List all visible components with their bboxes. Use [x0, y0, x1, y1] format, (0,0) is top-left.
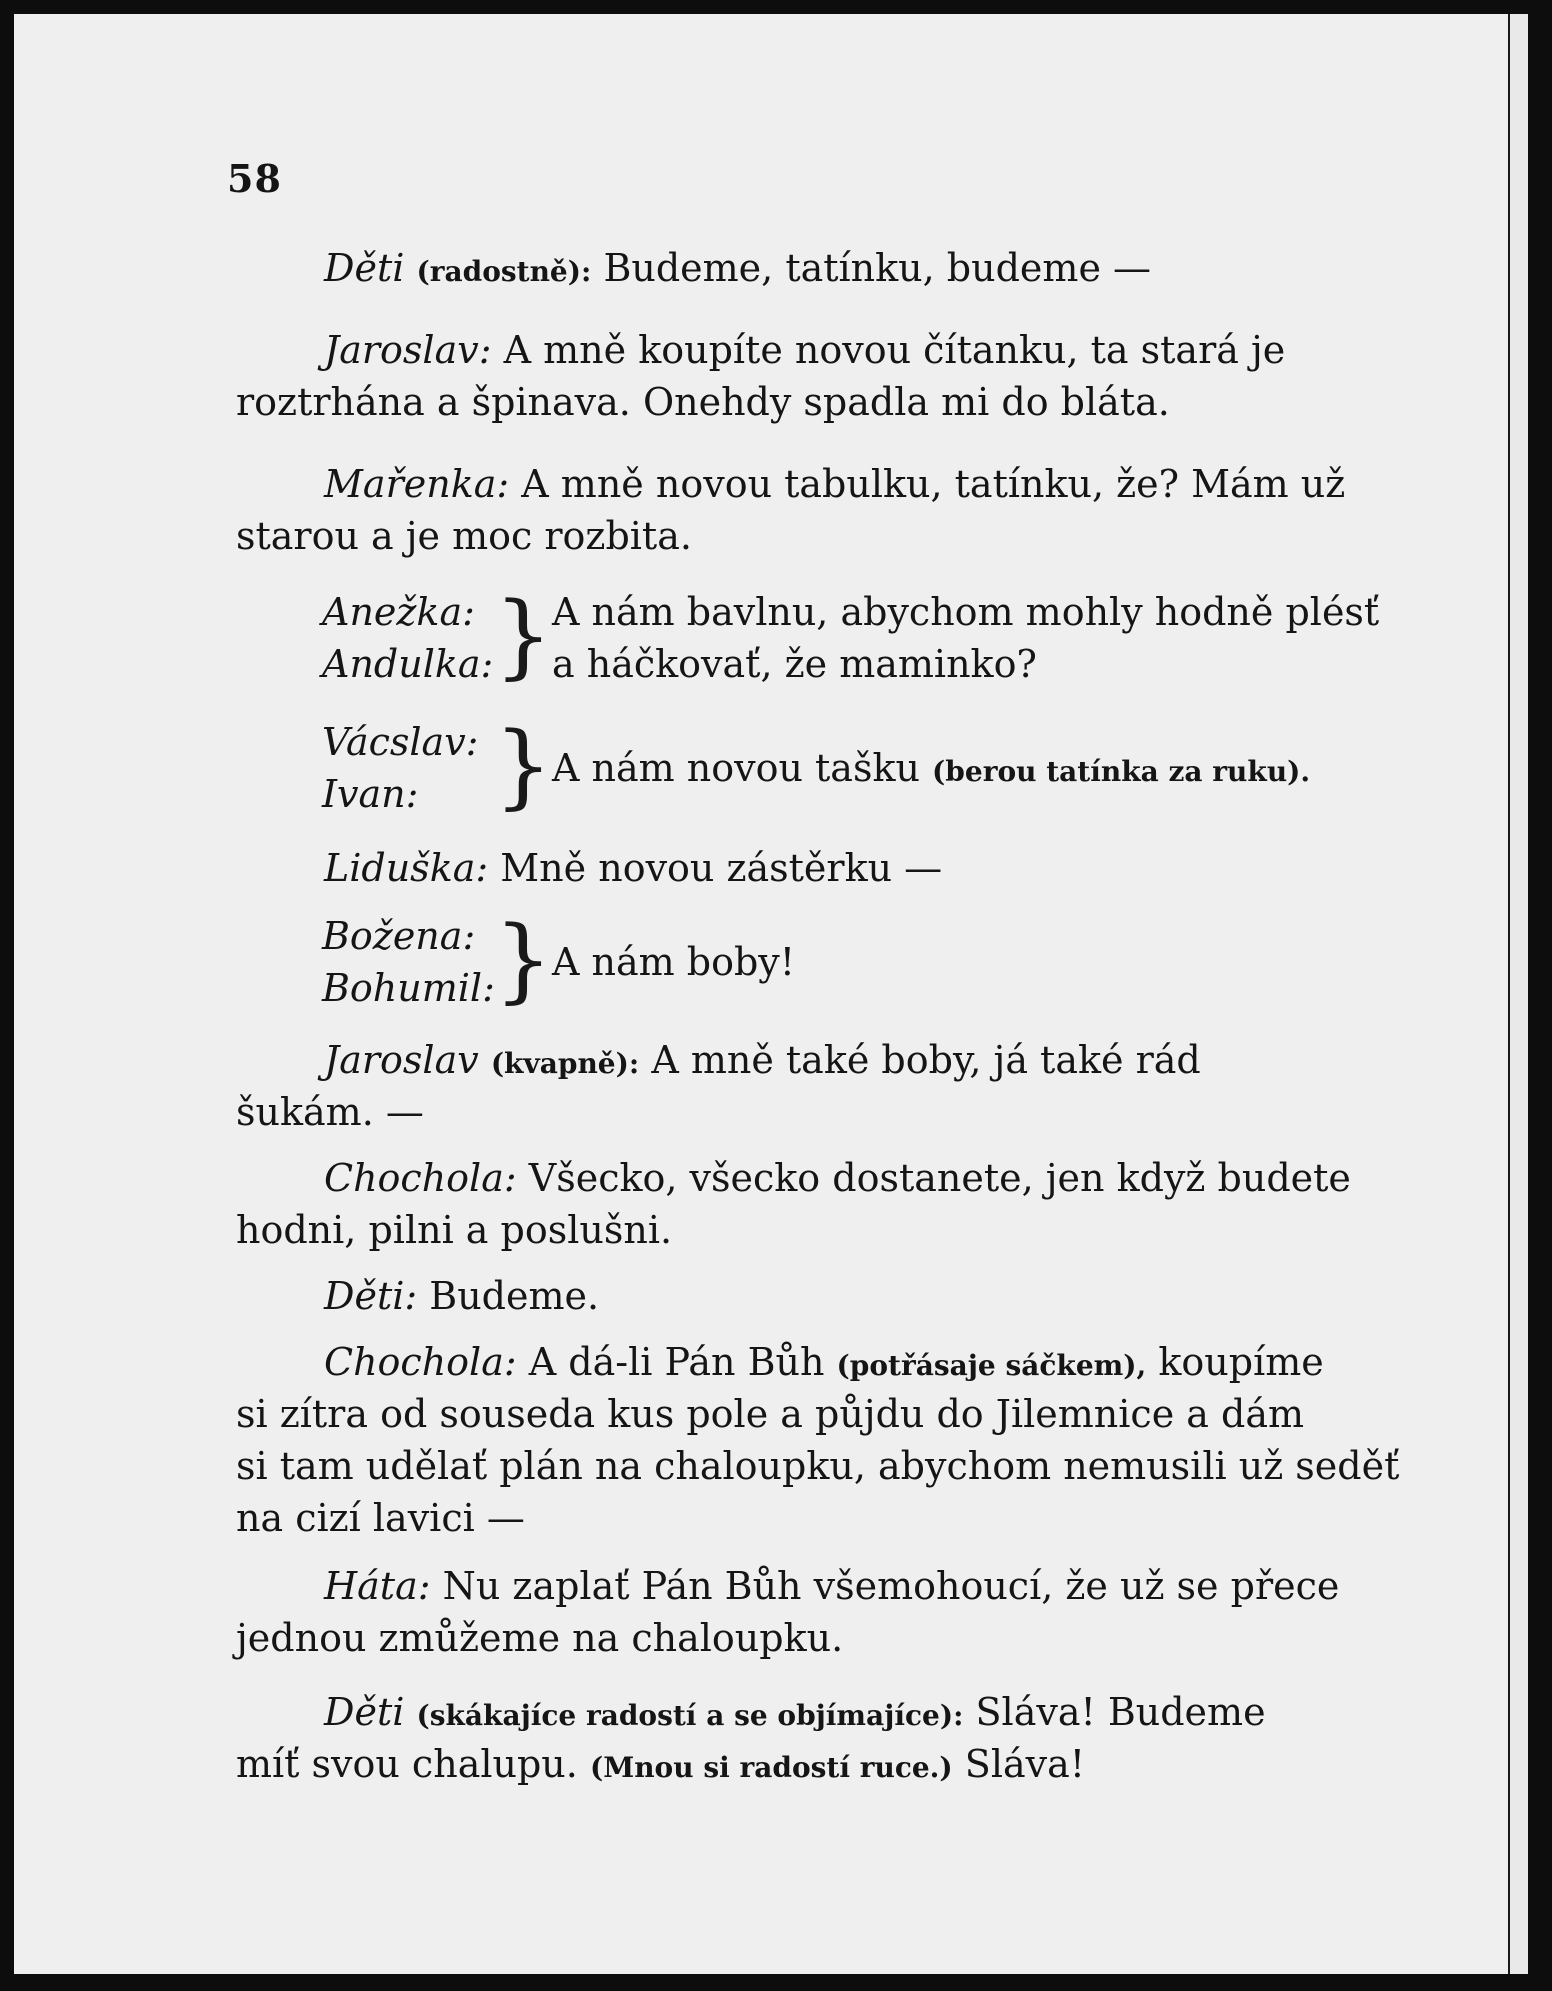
speaker-group: [322, 906, 1412, 1020]
speaker: Vácslav:: [322, 720, 479, 764]
brace-icon: }: [494, 582, 553, 689]
speech: a háčkovať, že maminko?: [552, 642, 1037, 686]
speech: A mně koupíte novou čítanku, ta stará je: [503, 328, 1286, 372]
book-page: [14, 14, 1514, 1974]
speech: Sláva! Budeme: [975, 1690, 1266, 1734]
speaker: Mařenka:: [324, 462, 510, 506]
dialogue-line: [236, 1336, 1404, 1392]
speaker: Jaroslav:: [324, 328, 492, 372]
dialogue-continuation: si tam udělať plán na chaloupku, abychom nemusili už seděť: [236, 1444, 1400, 1488]
dialogue-line: [236, 842, 1404, 894]
speaker: Ivan:: [322, 772, 419, 816]
speech: Budeme, tatínku, budeme —: [603, 246, 1152, 290]
speaker: Jaroslav: [324, 1038, 479, 1082]
speech: Všecko, všecko dostanete, jen když budete: [528, 1156, 1351, 1200]
speaker: Chochola:: [324, 1156, 517, 1200]
stage-direction: (kvapně):: [490, 1047, 640, 1080]
speech-line: [552, 742, 1310, 798]
speaker: Božena:: [322, 914, 476, 958]
page-edge: [1510, 14, 1528, 1974]
stage-direction: (radostně):: [416, 255, 592, 288]
group-names: [322, 910, 522, 1014]
speech: Sláva!: [964, 1742, 1086, 1786]
speech: míť svou chalupu.: [236, 1742, 578, 1786]
speaker-group: [322, 582, 1412, 696]
speech: A dá-li Pán Bůh: [528, 1340, 825, 1384]
speech: A nám bavlnu, abychom mohly hodně plésť: [552, 590, 1380, 634]
dialogue-continuation: roztrhána a špinava. Onehdy spadla mi do bláta.: [236, 380, 1170, 424]
speaker: Háta:: [324, 1564, 431, 1608]
dialogue-line: [236, 1560, 1404, 1612]
speech: Budeme.: [429, 1274, 600, 1318]
stage-direction: (skákajíce radostí a se objímajíce):: [416, 1699, 964, 1732]
speaker: Děti:: [324, 1274, 418, 1318]
speech: A nám novou tašku: [552, 746, 920, 790]
speech: Nu zaplať Pán Bůh všemohoucí, že už se přece: [442, 1564, 1340, 1608]
brace-icon: }: [494, 712, 553, 819]
speech: A mně také boby, já také rád: [651, 1038, 1201, 1082]
dialogue-continuation: na cizí lavici —: [236, 1496, 525, 1540]
dialogue-continuation: šukám. —: [236, 1090, 424, 1134]
speech: A mně novou tabulku, tatínku, že? Mám už: [521, 462, 1346, 506]
dialogue-line: [236, 1270, 1404, 1322]
group-names: [322, 586, 522, 690]
brace-icon: }: [494, 906, 553, 1013]
speaker-group: [322, 712, 1412, 826]
dialogue-continuation: starou a je moc rozbita.: [236, 514, 692, 558]
stage-direction: (berou tatínka za ruku).: [932, 755, 1311, 788]
dialogue-line: [236, 1152, 1404, 1204]
dialogue-continuation: hodni, pilni a poslušni.: [236, 1208, 673, 1252]
speaker: Děti: [324, 246, 405, 290]
speaker: Anežka:: [322, 590, 475, 634]
stage-direction: (Mnou si radostí ruce.): [589, 1751, 953, 1784]
speech: Mně novou zástěrku —: [500, 846, 943, 890]
dialogue-line: [236, 324, 1404, 376]
dialogue-line: [236, 1034, 1404, 1090]
speaker: Děti: [324, 1690, 405, 1734]
page-number: 58: [227, 156, 282, 201]
dialogue-continuation: jednou zmůžeme na chaloupku.: [236, 1616, 844, 1660]
dialogue-line: [236, 1686, 1404, 1742]
speaker: Chochola:: [324, 1340, 517, 1384]
speaker: Bohumil:: [322, 966, 495, 1010]
dialogue-line: [236, 458, 1404, 510]
stage-direction: (potřásaje sáčkem),: [836, 1349, 1147, 1382]
dialogue-continuation: [236, 1738, 1404, 1794]
speech: A nám boby!: [552, 940, 796, 984]
group-names: [322, 716, 522, 820]
speech: koupíme: [1158, 1340, 1324, 1384]
speaker: Liduška:: [324, 846, 489, 890]
speaker: Andulka:: [322, 642, 494, 686]
dialogue-line: [236, 242, 1404, 298]
dialogue-continuation: si zítra od souseda kus pole a půjdu do Jilemnice a dám: [236, 1392, 1305, 1436]
